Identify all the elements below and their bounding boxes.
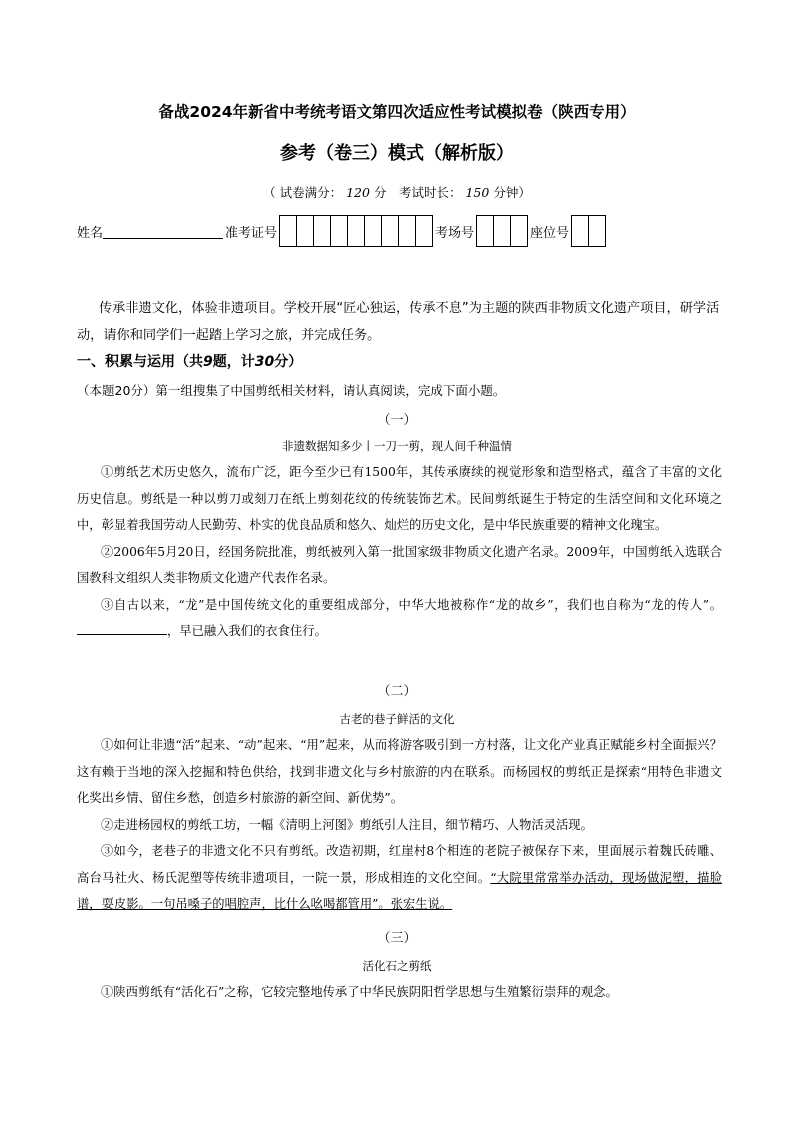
part1-paragraph-2: ②2006年5月20日，经国务院批准，剪纸被列入第一批国家级非物质文化遗产名录。2009年，中国剪纸入选联合国教科文组织人类非物质文化遗产代表作名录。 xyxy=(77,544,722,585)
duration: 150 xyxy=(465,185,490,200)
exam-title: 备战2024年新省中考统考语文第四次适应性考试模拟卷（陕西专用） xyxy=(158,103,636,121)
meta-open: （ 试卷满分： xyxy=(263,185,343,200)
part1-p3-before: ③自古以来，“龙”是中国传统文化的重要组成部分，中华大地被称作“龙的故乡”，我们也自称为“龙的传人”。 xyxy=(101,597,722,612)
part3-paragraph-1: ①陕西剪纸有“活化石”之称，它较完整地传承了中华民族阴阳哲学思想与生殖繁衍崇拜的观念。 xyxy=(101,985,618,999)
seat-label: 座位号 xyxy=(530,225,570,241)
part1-p3-after: ，早已融入我们的衣食住行。 xyxy=(167,624,327,638)
part2-p3-plain: ③如今，老巷子的非遗文化不只有剪纸。改造初期，红崖村8个相连的老院子被保存下来，里面展示着魏氏砖雕、高台马社火、杨氏泥塑等传统非遗项目，一院一景，形成相连的文化空间。 xyxy=(77,844,722,885)
exam-number-label: 准考证号 xyxy=(225,225,278,241)
intro-paragraph: 传承非遗文化，体验非遗项目。学校开展“匠心独运，传承不息”为主题的陕西非物质文化遗产项目，研学活动，请你和同学们一起踏上学习之旅，并完成任务。 xyxy=(77,301,720,343)
section-heading-mid: 题，计 xyxy=(212,354,255,370)
candidate-info-row xyxy=(77,214,608,248)
part3-body xyxy=(77,979,722,1006)
section-points: 30 xyxy=(254,354,275,370)
exam-number-boxes[interactable] xyxy=(279,215,433,247)
name-field[interactable] xyxy=(103,224,223,239)
section-heading-prefix: 一、积累与运用（共 xyxy=(77,354,203,370)
section-heading xyxy=(77,351,302,371)
part3-label: （三） xyxy=(377,931,417,946)
meta-mid: 分 考试时长： xyxy=(373,185,462,200)
part3-title: 活化石之剪纸 xyxy=(362,959,432,973)
part2-title: 古老的巷子鲜活的文化 xyxy=(339,712,455,726)
exam-room-label: 考场号 xyxy=(435,225,475,241)
question-intro: （本题20分）第一组搜集了中国剪纸相关材料，请认真阅读，完成下面小题。 xyxy=(77,383,506,398)
exam-meta xyxy=(0,183,794,201)
name-label: 姓名 xyxy=(77,225,104,241)
part1-label: （一） xyxy=(377,413,417,428)
part1-paragraph-1: ①剪纸艺术历史悠久，流布广泛，距今至少已有1500年，其传承赓续的视觉形象和造型格式，蕴含了丰富的文化历史信息。剪纸是一种以剪刀或刻刀在纸上剪刻花纹的传统装饰艺术。民间剪纸诞生于特定的生活空间和文化环境之中，彰显着我国劳动人民勤劳、朴实的优良品质和悠久、灿烂的历史文化，是中华民族重要的精神文化瑰宝。 xyxy=(77,465,722,532)
part1-body xyxy=(77,459,722,645)
seat-boxes[interactable] xyxy=(571,215,606,247)
part2-paragraph-2: ②走进杨园权的剪纸工坊，一幅《清明上河图》剪纸引人注目，细节精巧、人物活灵活现。 xyxy=(101,817,593,832)
part1-paragraph-3 xyxy=(77,592,722,645)
exam-room-boxes[interactable] xyxy=(476,215,528,247)
part2-paragraph-1: ①如何让非遗“活”起来、“动”起来、“用”起来，从而将游客吸引到一方村落，让文化产业真正赋能乡村全面振兴？这有赖于当地的深入挖掘和特色供给，找到非遗文化与乡村旅游的内在联系。而杨园权的剪纸正是探索“用特色非遗文化奖出乡情、留住乡愁，创造乡村旅游的新空间、新优势”。 xyxy=(77,738,722,805)
part2-body xyxy=(77,732,722,918)
full-score: 120 xyxy=(346,185,370,200)
exam-subtitle: 参考（卷三）模式（解析版） xyxy=(280,143,514,164)
part2-label: （二） xyxy=(377,684,417,699)
part2-paragraph-3 xyxy=(77,838,722,918)
part2-p3-underlined: “大院里常常举办活动，现场做泥塑，描脸谱，耍皮影。一句吊嗓子的唱腔声，比什么吆喝都管用”。张宏生说。 xyxy=(77,870,722,911)
meta-close: 分钟） xyxy=(493,185,531,200)
section-heading-suffix: 分） xyxy=(274,354,303,370)
fill-in-blank[interactable] xyxy=(77,622,167,635)
part1-title: 非遗数据知多少丨一刀一剪，现人间千种温情 xyxy=(282,439,512,453)
question-count: 9 xyxy=(203,354,213,370)
